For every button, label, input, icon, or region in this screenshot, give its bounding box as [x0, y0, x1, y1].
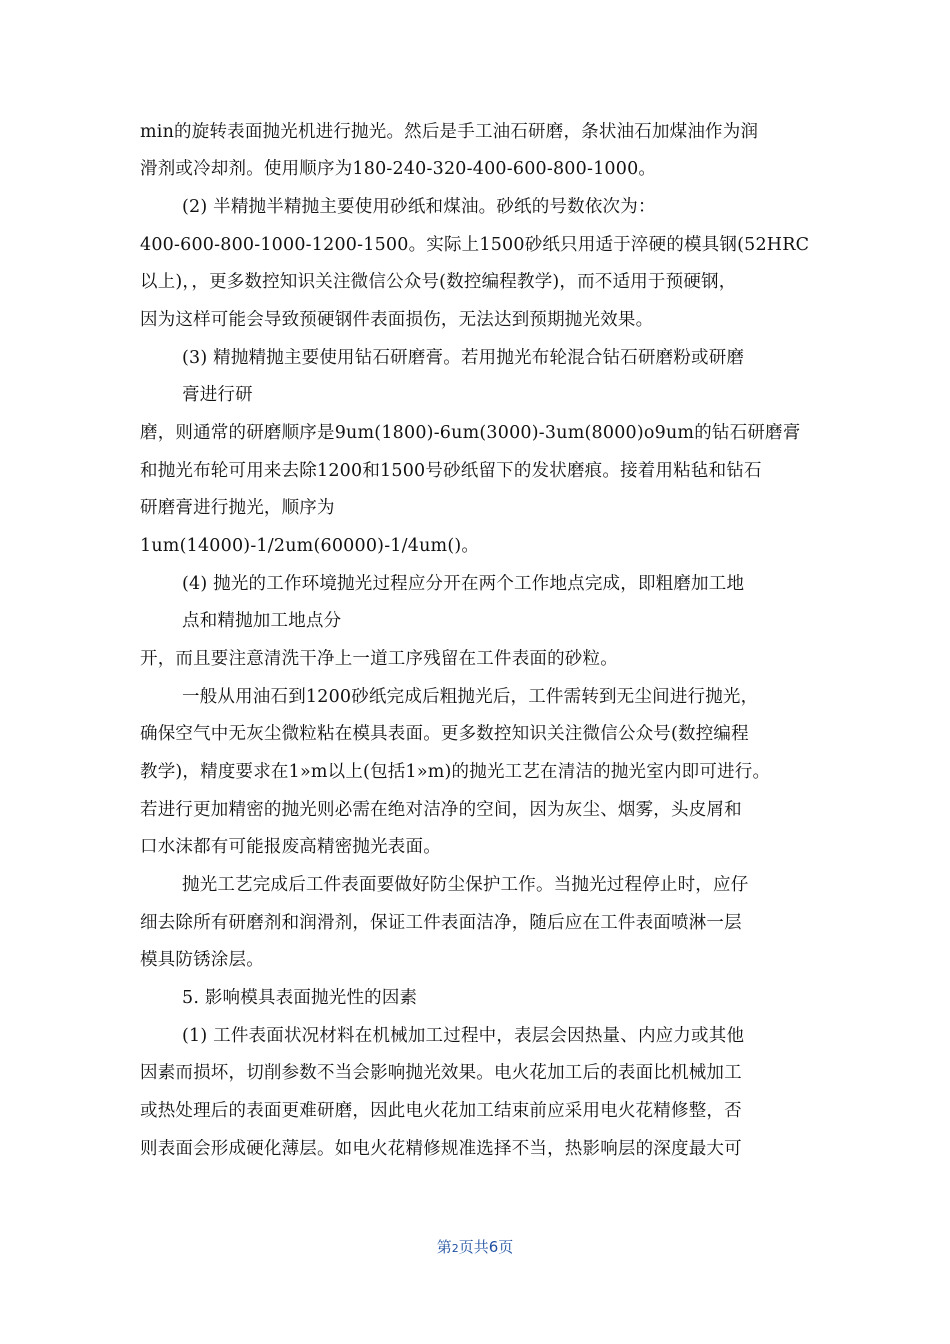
text-line: 磨，则通常的研磨顺序是9um(1800)-6um(3000)-3um(8000)o9um的钻石研磨膏	[140, 423, 801, 443]
text-line: min的旋转表面抛光机进行抛光。然后是手工油石研磨，条状油石加煤油作为润	[140, 122, 759, 142]
text-line: 则表面会形成硬化薄层。如电火花精修规准选择不当，热影响层的深度最大可	[140, 1139, 742, 1159]
text-line: 开，而且要注意清洗干净上一道工序残留在工件表面的砂粒。	[140, 649, 618, 669]
text-line: 和抛光布轮可用来去除1200和1500号砂纸留下的发状磨痕。接着用粘毡和钻石	[140, 461, 762, 481]
text-line: 400-600-800-1000-1200-1500。实际上1500砂纸只用适于淬硬的模具钢(52HRC	[140, 235, 810, 255]
footer-total-pages: 6	[488, 1238, 499, 1256]
text-line: (4) 抛光的工作环境抛光过程应分开在两个工作地点完成，即粗磨加工地	[182, 574, 745, 594]
page-footer	[0, 1236, 950, 1257]
footer-prefix: 第	[436, 1238, 452, 1256]
text-line: 1um(14000)-1/2um(60000)-1/4um()。	[140, 536, 480, 556]
footer-middle: 页共	[458, 1238, 489, 1256]
text-line: 以上)，，更多数控知识关注微信公众号(数控编程教学)，而不适用于预硬钢，	[140, 272, 737, 292]
text-line: 因为这样可能会导致预硬钢件表面损伤，无法达到预期抛光效果。	[140, 310, 654, 330]
text-line: 教学)，精度要求在1»m以上(包括1»m)的抛光工艺在清洁的抛光室内即可进行。	[140, 762, 771, 782]
text-line: 细去除所有研磨剂和润滑剂，保证工件表面洁净，随后应在工件表面喷淋一层	[140, 913, 742, 933]
section-heading: 5. 影响模具表面抛光性的因素	[182, 988, 418, 1008]
text-line: 因素而损坏，切削参数不当会影响抛光效果。电火花加工后的表面比机械加工	[140, 1063, 742, 1083]
footer-page-number: 2	[451, 1242, 459, 1255]
text-line: 确保空气中无灰尘微粒粘在模具表面。更多数控知识关注微信公众号(数控编程	[140, 724, 749, 744]
text-line: 模具防锈涂层。	[140, 950, 264, 970]
text-line: (1) 工件表面状况材料在机械加工过程中，表层会因热量、内应力或其他	[182, 1026, 745, 1046]
text-line: 膏进行研	[182, 385, 253, 405]
text-line: 若进行更加精密的抛光则必需在绝对洁净的空间，因为灰尘、烟雾，头皮屑和	[140, 800, 742, 820]
text-line: 滑剂或冷却剂。使用顺序为180-240-320-400-600-800-1000。	[140, 159, 657, 179]
footer-suffix: 页	[498, 1238, 514, 1256]
text-line: 口水沫都有可能报废高精密抛光表面。	[140, 837, 441, 857]
text-line: 研磨膏进行抛光，顺序为	[140, 498, 335, 518]
text-line: (3) 精抛精抛主要使用钻石研磨膏。若用抛光布轮混合钻石研磨粉或研磨	[182, 348, 745, 368]
text-line: (2) 半精抛半精抛主要使用砂纸和煤油。砂纸的号数依次为：	[182, 197, 656, 217]
text-line: 点和精抛加工地点分	[182, 611, 342, 631]
text-line: 抛光工艺完成后工件表面要做好防尘保护工作。当抛光过程停止时，应仔	[182, 875, 749, 895]
text-line: 一般从用油石到1200砂纸完成后粗抛光后，工件需转到无尘间进行抛光，	[182, 687, 759, 707]
text-line: 或热处理后的表面更难研磨，因此电火花加工结束前应采用电火花精修整，否	[140, 1101, 742, 1121]
